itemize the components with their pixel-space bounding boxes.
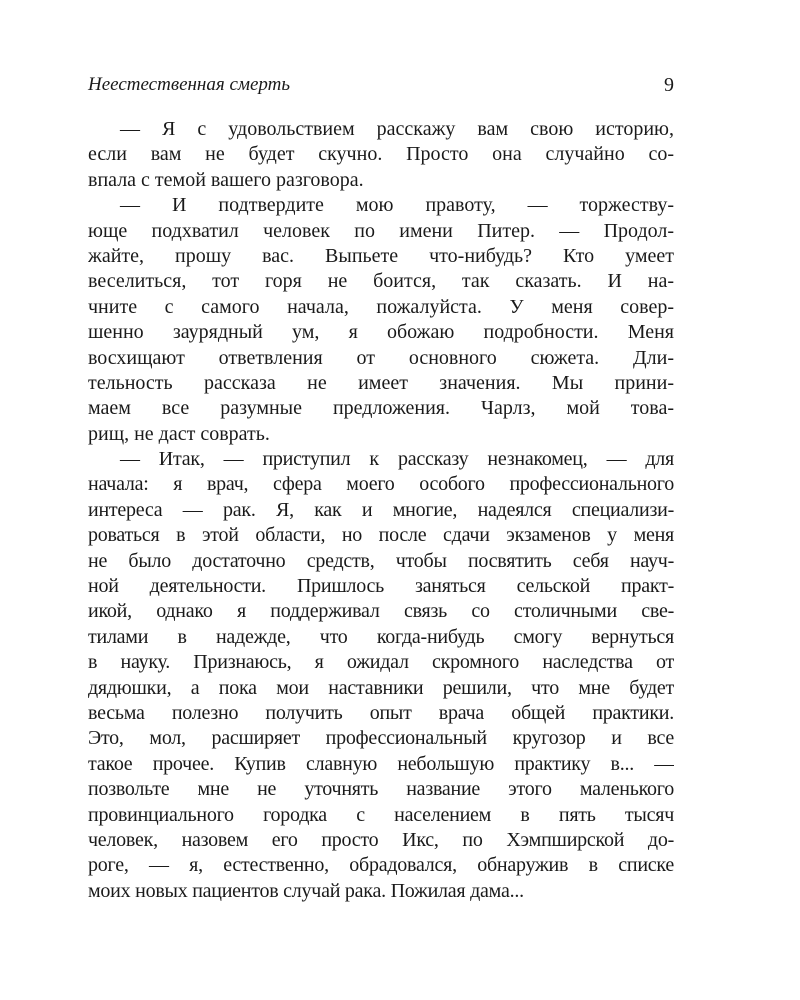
text-line: в науку. Признаюсь, я ожидал скромного наследства от — [88, 651, 674, 674]
text-line: — И подтвердите мою правоту, — торжеству- — [120, 194, 674, 217]
text-line: провинциального городка с населением в пять тысяч — [88, 803, 674, 826]
text-line: тилами в надежде, что когда-нибудь смогу вернуться — [88, 625, 674, 648]
text-line: рищ, не даст соврать. — [88, 422, 270, 445]
text-line: роге, — я, естественно, обрадовался, обнаружив в списке — [88, 854, 674, 877]
text-line: веселиться, тот горя не боится, так сказать. И на- — [88, 270, 674, 293]
text-line: человек, назовем его просто Икс, по Хэмпширской до- — [88, 828, 674, 851]
text-line: ной деятельности. Пришлось заняться сельской практ- — [88, 575, 674, 598]
text-line: моих новых пациентов случай рака. Пожилая дама... — [88, 879, 524, 902]
text-line: Это, мол, расширяет профессиональный кругозор и все — [88, 727, 674, 750]
text-line: — Итак, — приступил к рассказу незнакомец, — для — [120, 448, 674, 471]
text-line: интереса — рак. Я, как и многие, надеялся специализи- — [88, 498, 674, 521]
text-line: восхищают ответвления от основного сюжета. Дли- — [88, 346, 674, 369]
text-line: дядюшки, а пока мои наставники решили, что мне будет — [88, 676, 674, 699]
text-line: такое прочее. Купив славную небольшую практику в... — — [88, 752, 674, 775]
body-text — [88, 117, 674, 904]
text-line: жайте, прошу вас. Выпьете что-нибудь? Кто умеет — [88, 244, 674, 267]
text-line: начала: я врач, сфера моего особого профессионального — [88, 473, 674, 496]
page-number: 9 — [664, 74, 674, 96]
text-line: шенно заурядный ум, я обожаю подробности. Меня — [88, 321, 674, 344]
text-line: если вам не будет скучно. Просто она случайно со- — [88, 143, 674, 166]
running-title: Неестественная смерть — [88, 74, 291, 95]
text-line: маем все разумные предложения. Чарлз, мой това- — [88, 397, 674, 420]
text-line: тельность рассказа не имеет значения. Мы прини- — [88, 371, 674, 394]
text-line: роваться в этой области, но после сдачи экзаменов у меня — [88, 524, 674, 547]
paragraph-1 — [88, 117, 674, 193]
text-line: чните с самого начала, пожалуйста. У меня совер- — [88, 295, 674, 318]
text-line: позвольте мне не уточнять название этого маленького — [88, 778, 674, 801]
text-line: юще подхватил человек по имени Питер. — Продол- — [88, 219, 674, 242]
paragraph-2 — [88, 193, 674, 447]
running-head — [88, 72, 674, 100]
text-line: икой, однако я поддерживал связь со столичными све- — [88, 600, 674, 623]
text-line: впала с темой вашего разговора. — [88, 168, 364, 191]
text-line: весьма полезно получить опыт врача общей практики. — [88, 701, 674, 724]
text-line: не было достаточно средств, чтобы посвятить себя науч- — [88, 549, 674, 572]
paragraph-3 — [88, 447, 674, 904]
text-line: — Я с удовольствием расскажу вам свою историю, — [120, 118, 674, 140]
